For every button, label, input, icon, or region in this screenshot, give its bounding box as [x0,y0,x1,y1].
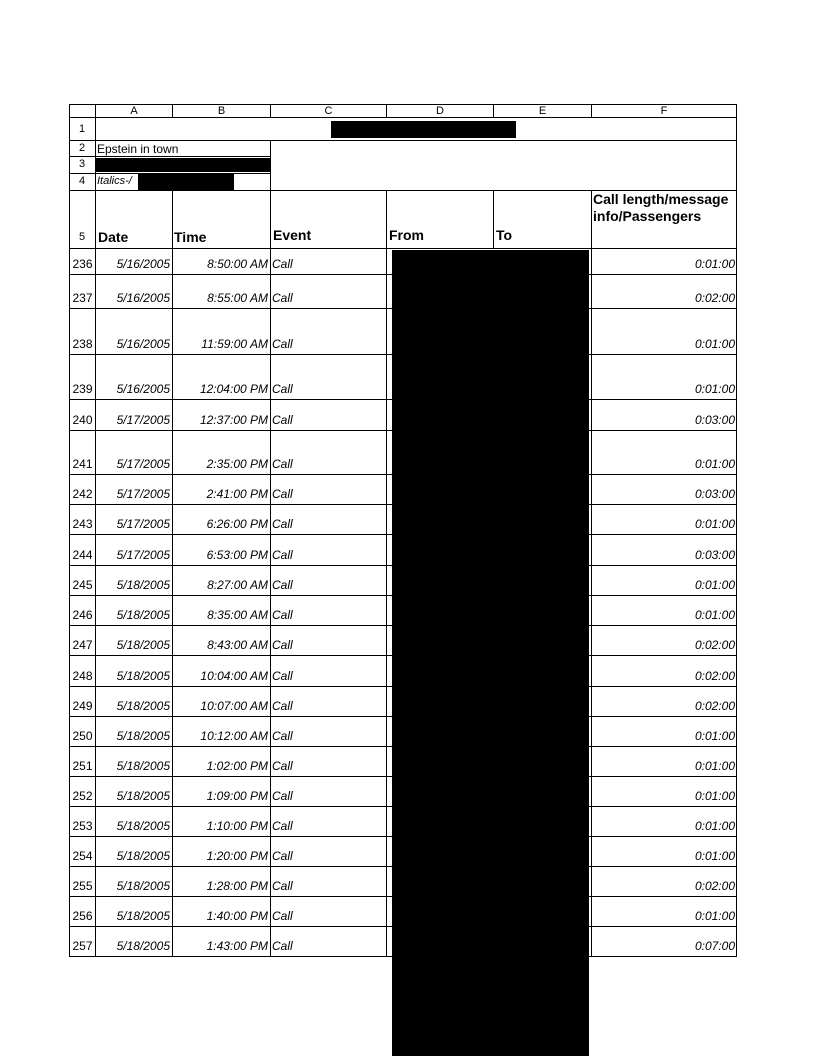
time-cell: 1:09:00 PM [206,789,268,803]
grid-line [95,248,96,275]
event-cell: Call [272,789,293,803]
grid-line [386,565,387,596]
row-number: 236 [72,257,93,271]
grid-line [591,655,592,687]
call-length-cell: 0:01:00 [694,849,735,863]
date-cell: 5/18/2005 [116,669,170,683]
grid-line [172,896,173,927]
grid-line [591,430,592,475]
time-cell: 6:53:00 PM [206,548,268,562]
grid-line [591,534,592,566]
grid-line [69,474,70,505]
redaction-bar [96,158,270,172]
row-number: 248 [72,669,93,683]
grid-line [69,776,70,807]
time-cell: 1:28:00 PM [206,879,268,893]
grid-line [172,746,173,777]
row-number: 252 [72,789,93,803]
grid-line [95,686,96,717]
grid-line [736,354,737,400]
grid-line [386,248,387,275]
grid-line [270,625,271,656]
grid-line [736,866,737,897]
date-cell: 5/16/2005 [116,257,170,271]
date-cell: 5/18/2005 [116,849,170,863]
grid-line [386,430,387,475]
grid-line [172,565,173,596]
time-cell: 1:43:00 PM [206,939,268,953]
time-cell: 10:07:00 AM [200,699,268,713]
row-number-5: 5 [78,231,86,243]
grid-line [736,716,737,747]
time-cell: 8:55:00 AM [207,291,268,305]
grid-line [172,716,173,747]
grid-line [591,776,592,807]
row-number: 251 [72,759,93,773]
grid-line [386,399,387,431]
grid-line [69,354,70,400]
grid-line [270,716,271,747]
event-cell: Call [272,413,293,427]
header-to: To [496,227,513,243]
redaction-bar [331,121,516,138]
grid-line [736,399,737,431]
grid-line [172,776,173,807]
event-cell: Call [272,548,293,562]
call-length-cell: 0:01:00 [694,337,735,351]
grid-line [172,474,173,505]
grid-line [172,354,173,400]
grid-line [270,504,271,535]
event-cell: Call [272,759,293,773]
grid-line [386,746,387,777]
column-header-b: B [172,104,271,118]
grid-line [386,595,387,626]
grid-line [69,248,70,275]
grid-line [69,274,70,309]
event-cell: Call [272,578,293,592]
grid-line [270,274,271,309]
row-number: 244 [72,548,93,562]
call-length-cell: 0:01:00 [694,819,735,833]
grid-line [591,866,592,897]
event-cell: Call [272,849,293,863]
grid-line [172,430,173,475]
date-cell: 5/18/2005 [116,759,170,773]
time-cell: 2:41:00 PM [206,487,268,501]
grid-line [95,399,96,431]
grid-line [386,474,387,505]
grid-line [95,354,96,400]
grid-line [270,776,271,807]
time-cell: 10:04:00 AM [200,669,268,683]
grid-line [69,430,70,475]
row-number: 238 [72,337,93,351]
grid-line [172,399,173,431]
event-cell: Call [272,257,293,271]
row-number-4: 4 [78,175,86,187]
grid-line [95,625,96,656]
row-number: 249 [72,699,93,713]
event-cell: Call [272,382,293,396]
grid-line [172,926,173,957]
grid-line [736,625,737,656]
event-cell: Call [272,608,293,622]
grid-line [172,595,173,626]
call-length-cell: 0:02:00 [694,879,735,893]
grid-line [270,248,271,275]
redaction-bar [138,173,234,191]
grid-line [591,686,592,717]
grid-line [591,248,592,275]
date-cell: 5/18/2005 [116,909,170,923]
grid-line [591,896,592,927]
grid-line [69,399,70,431]
event-cell: Call [272,291,293,305]
redaction-block [392,250,589,1056]
grid-line [736,534,737,566]
grid-line [172,806,173,837]
call-length-cell: 0:01:00 [694,517,735,531]
event-cell: Call [272,879,293,893]
grid-line [591,926,592,957]
grid-line [270,430,271,475]
grid-line [69,746,70,777]
grid-line [95,716,96,747]
grid-line [69,806,70,837]
call-length-cell: 0:01:00 [694,382,735,396]
row-number: 253 [72,819,93,833]
date-cell: 5/18/2005 [116,608,170,622]
call-length-cell: 0:03:00 [694,487,735,501]
grid-line [591,625,592,656]
date-cell: 5/18/2005 [116,578,170,592]
time-cell: 8:27:00 AM [207,578,268,592]
call-length-cell: 0:02:00 [694,638,735,652]
grid-line [591,504,592,535]
column-header-c: C [270,104,387,118]
row-number: 247 [72,638,93,652]
date-cell: 5/17/2005 [116,517,170,531]
column-header-f: F [591,104,737,118]
row-number: 245 [72,578,93,592]
time-cell: 1:10:00 PM [206,819,268,833]
grid-line [386,716,387,747]
grid-line [95,866,96,897]
time-cell: 2:35:00 PM [206,457,268,471]
grid-line [270,686,271,717]
grid-line [95,534,96,566]
call-length-cell: 0:01:00 [694,578,735,592]
time-cell: 8:43:00 AM [207,638,268,652]
time-cell: 12:04:00 PM [199,382,268,396]
date-cell: 5/16/2005 [116,291,170,305]
grid-line [172,534,173,566]
column-header-a: A [95,104,173,118]
grid-line [736,776,737,807]
grid-line [386,308,387,355]
date-cell: 5/17/2005 [116,548,170,562]
grid-line [95,430,96,475]
grid-line [736,655,737,687]
grid-line [386,655,387,687]
row-number-3: 3 [78,158,86,170]
time-cell: 11:59:00 AM [201,337,268,351]
grid-line [736,474,737,505]
event-cell: Call [272,517,293,531]
call-length-cell: 0:02:00 [694,699,735,713]
grid-line [591,565,592,596]
grid-line [386,534,387,566]
grid-line [591,595,592,626]
grid-line [95,274,96,309]
call-length-cell: 0:01:00 [694,729,735,743]
grid-line [736,595,737,626]
row-number: 250 [72,729,93,743]
grid-line [95,776,96,807]
grid-line [172,248,173,275]
grid-line [95,806,96,837]
corner-cell [69,104,96,118]
grid-line [736,746,737,777]
date-cell: 5/17/2005 [116,487,170,501]
date-cell: 5/18/2005 [116,699,170,713]
grid-line [591,308,592,355]
grid-line [591,716,592,747]
call-length-cell: 0:02:00 [694,669,735,683]
row-number: 255 [72,879,93,893]
event-cell: Call [272,729,293,743]
grid-line [69,836,70,867]
grid-line [386,686,387,717]
grid-line [270,655,271,687]
grid-line [69,896,70,927]
grid-line [69,565,70,596]
event-cell: Call [272,699,293,713]
date-cell: 5/18/2005 [116,939,170,953]
grid-line [736,836,737,867]
grid-line [95,474,96,505]
grid-line [386,866,387,897]
grid-line [270,746,271,777]
call-length-cell: 0:01:00 [694,608,735,622]
grid-line [69,655,70,687]
grid-line [270,595,271,626]
grid-line [270,806,271,837]
row-number: 241 [72,457,93,471]
grid-line [386,274,387,309]
header-call-length: Call length/message info/Passengers [593,191,729,224]
grid-line [95,595,96,626]
row-number: 237 [72,291,93,305]
row-number-2: 2 [78,142,86,154]
grid-line [736,504,737,535]
grid-line [736,565,737,596]
grid-line [270,926,271,957]
header-date: Date [98,229,129,245]
grid-line [591,746,592,777]
grid-line [95,896,96,927]
grid-line [591,806,592,837]
call-length-cell: 0:02:00 [694,291,735,305]
event-cell: Call [272,669,293,683]
grid-line [270,866,271,897]
event-cell: Call [272,819,293,833]
time-cell: 8:50:00 AM [207,257,268,271]
grid-line [172,274,173,309]
grid-line [270,534,271,566]
grid-line [172,866,173,897]
date-cell: 5/18/2005 [116,638,170,652]
call-length-cell: 0:03:00 [694,548,735,562]
grid-line [386,806,387,837]
event-cell: Call [272,909,293,923]
date-cell: 5/18/2005 [116,879,170,893]
call-length-cell: 0:01:00 [694,759,735,773]
grid-line [172,655,173,687]
grid-line [386,926,387,957]
header-event: Event [273,227,312,243]
date-cell: 5/18/2005 [116,819,170,833]
row-number: 254 [72,849,93,863]
grid-line [95,565,96,596]
column-header-d: D [386,104,494,118]
call-length-cell: 0:01:00 [694,257,735,271]
event-cell: Call [272,939,293,953]
call-length-cell: 0:01:00 [694,457,735,471]
grid-line [736,686,737,717]
event-cell: Call [272,638,293,652]
grid-line [736,896,737,927]
grid-line [95,926,96,957]
time-cell: 6:26:00 PM [206,517,268,531]
grid-line [386,836,387,867]
grid-line [69,716,70,747]
grid-line [270,308,271,355]
grid-line [69,504,70,535]
call-length-cell: 0:01:00 [694,909,735,923]
grid-line [270,354,271,400]
date-cell: 5/16/2005 [116,382,170,396]
grid-line [172,308,173,355]
row-number: 257 [72,939,93,953]
grid-line [69,595,70,626]
grid-line [591,836,592,867]
grid-line [270,896,271,927]
grid-line [95,836,96,867]
grid-line [172,625,173,656]
grid-line [69,686,70,717]
row-number: 239 [72,382,93,396]
grid-line [172,836,173,867]
grid-line [95,308,96,355]
column-header-e: E [493,104,592,118]
event-cell: Call [272,337,293,351]
grid-line [386,354,387,400]
grid-line [69,308,70,355]
date-cell: 5/18/2005 [116,729,170,743]
grid-line [95,504,96,535]
grid-line [736,926,737,957]
grid-line [386,776,387,807]
time-cell: 8:35:00 AM [207,608,268,622]
grid-line [69,534,70,566]
grid-line [736,248,737,275]
grid-line [386,504,387,535]
grid-line [69,926,70,957]
time-cell: 1:40:00 PM [206,909,268,923]
grid-line [69,625,70,656]
title-text: Epstein in town [97,142,179,156]
call-length-cell: 0:01:00 [694,789,735,803]
header-from: From [389,227,424,243]
grid-line [172,686,173,717]
row-number-1: 1 [78,123,86,135]
time-cell: 12:37:00 PM [199,413,268,427]
row-number: 240 [72,413,93,427]
date-cell: 5/17/2005 [116,457,170,471]
time-cell: 10:12:00 AM [200,729,268,743]
grid-line [591,354,592,400]
grid-line [736,806,737,837]
grid-line [270,474,271,505]
grid-line [69,866,70,897]
time-cell: 1:20:00 PM [206,849,268,863]
grid-line [591,474,592,505]
date-cell: 5/16/2005 [116,337,170,351]
grid-line [270,399,271,431]
row-number: 242 [72,487,93,501]
grid-line [386,625,387,656]
grid-line [736,308,737,355]
grid-line [270,836,271,867]
call-length-cell: 0:03:00 [694,413,735,427]
date-cell: 5/18/2005 [116,789,170,803]
row-number: 256 [72,909,93,923]
date-cell: 5/17/2005 [116,413,170,427]
header-time: Time [174,229,207,245]
grid-line [95,655,96,687]
grid-line [591,399,592,431]
row-number: 243 [72,517,93,531]
grid-line [95,746,96,777]
row-number: 246 [72,608,93,622]
grid-line [736,274,737,309]
grid-line [270,565,271,596]
grid-line [172,504,173,535]
event-cell: Call [272,457,293,471]
grid-line [736,430,737,475]
event-cell: Call [272,487,293,501]
italics-note: Italics-/ [97,175,132,187]
grid-line [386,896,387,927]
call-length-cell: 0:07:00 [694,939,735,953]
time-cell: 1:02:00 PM [206,759,268,773]
grid-line [591,274,592,309]
